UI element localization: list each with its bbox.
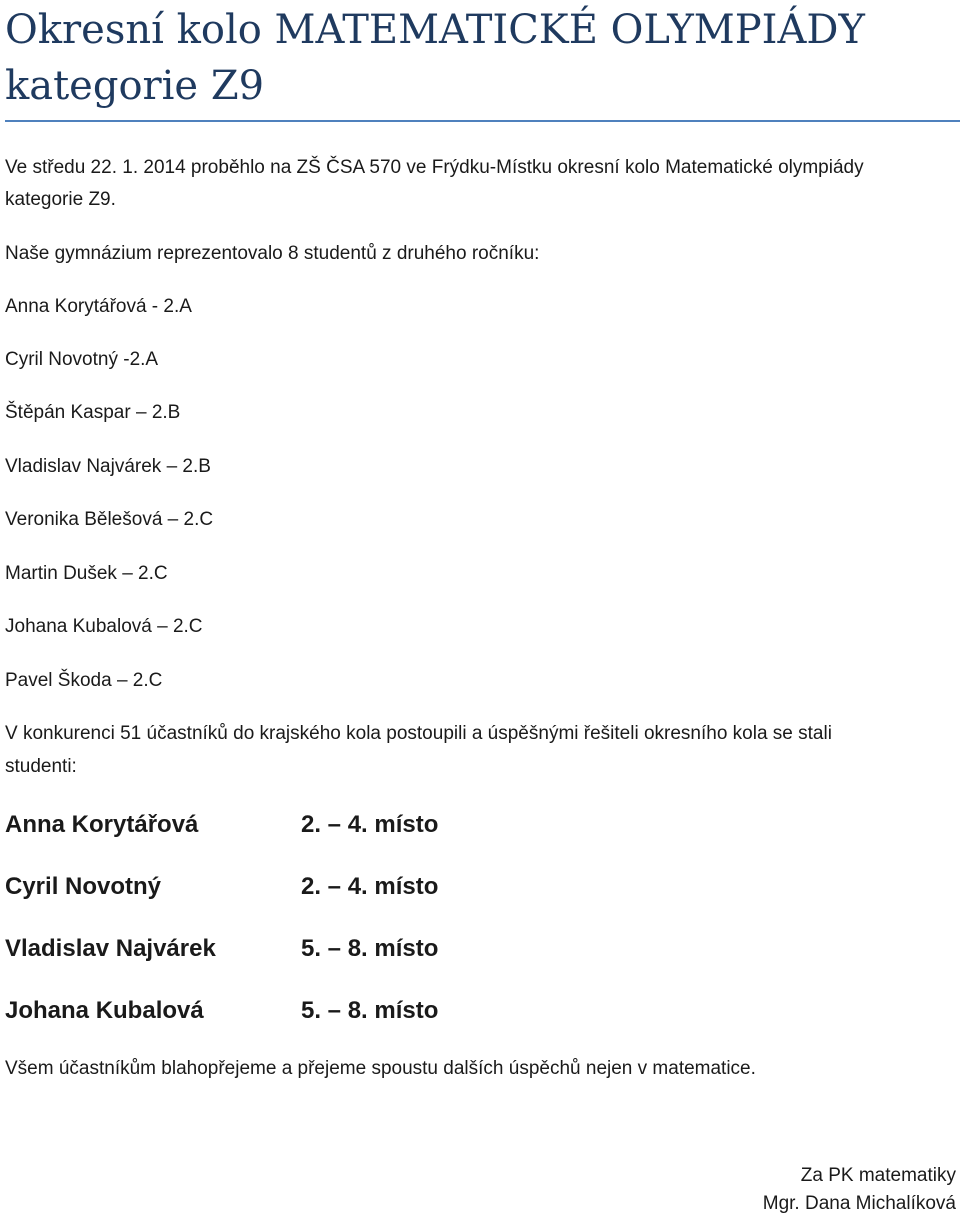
- result-name: Anna Korytářová: [5, 811, 199, 838]
- result-row: [5, 871, 439, 903]
- student-item: Štěpán Kaspar – 2.B: [5, 402, 181, 423]
- intro-line-1: Ve středu 22. 1. 2014 proběhlo na ZŠ ČSA 570 ve Frýdku-Místku okresní kolo Matematické olympiády: [5, 157, 864, 178]
- student-item: Cyril Novotný -2.A: [5, 349, 159, 370]
- title-divider: [5, 120, 960, 122]
- result-place: 5. – 8. místo: [301, 997, 439, 1024]
- student-item: Pavel Škoda – 2.C: [5, 670, 163, 691]
- result-place: 5. – 8. místo: [301, 935, 439, 962]
- result-row: [5, 933, 439, 965]
- title-line-1: Okresní kolo MATEMATICKÉ OLYMPIÁDY: [5, 7, 865, 53]
- result-place: 2. – 4. místo: [301, 811, 439, 838]
- intro-line-2: kategorie Z9.: [5, 189, 116, 210]
- student-item: Johana Kubalová – 2.C: [5, 616, 203, 637]
- result-row: [5, 809, 439, 841]
- represent-text: Naše gymnázium reprezentovalo 8 studentů z druhého ročníku:: [5, 243, 540, 264]
- competition-line-2: studenti:: [5, 756, 77, 777]
- title-line-2: kategorie Z9: [5, 63, 265, 109]
- closing-text: Všem účastníkům blahopřejeme a přejeme spoustu dalších úspěchů nejen v matematice.: [5, 1058, 756, 1079]
- result-name: Cyril Novotný: [5, 873, 162, 900]
- result-place: 2. – 4. místo: [301, 873, 439, 900]
- student-item: Vladislav Najvárek – 2.B: [5, 456, 211, 477]
- page-title: [5, 2, 960, 114]
- signature-line-1: Za PK matematiky: [800, 1165, 956, 1186]
- signature-line-2: Mgr. Dana Michalíková: [762, 1193, 956, 1214]
- result-name: Johana Kubalová: [5, 997, 204, 1024]
- student-item: Anna Korytářová - 2.A: [5, 296, 192, 317]
- student-item: Veronika Bělešová – 2.C: [5, 509, 214, 530]
- result-name: Vladislav Najvárek: [5, 935, 216, 962]
- competition-line-1: V konkurenci 51 účastníků do krajského kola postoupili a úspěšnými řešiteli okresního kola se stali: [5, 723, 832, 744]
- result-row: [5, 995, 439, 1027]
- student-item: Martin Dušek – 2.C: [5, 563, 168, 584]
